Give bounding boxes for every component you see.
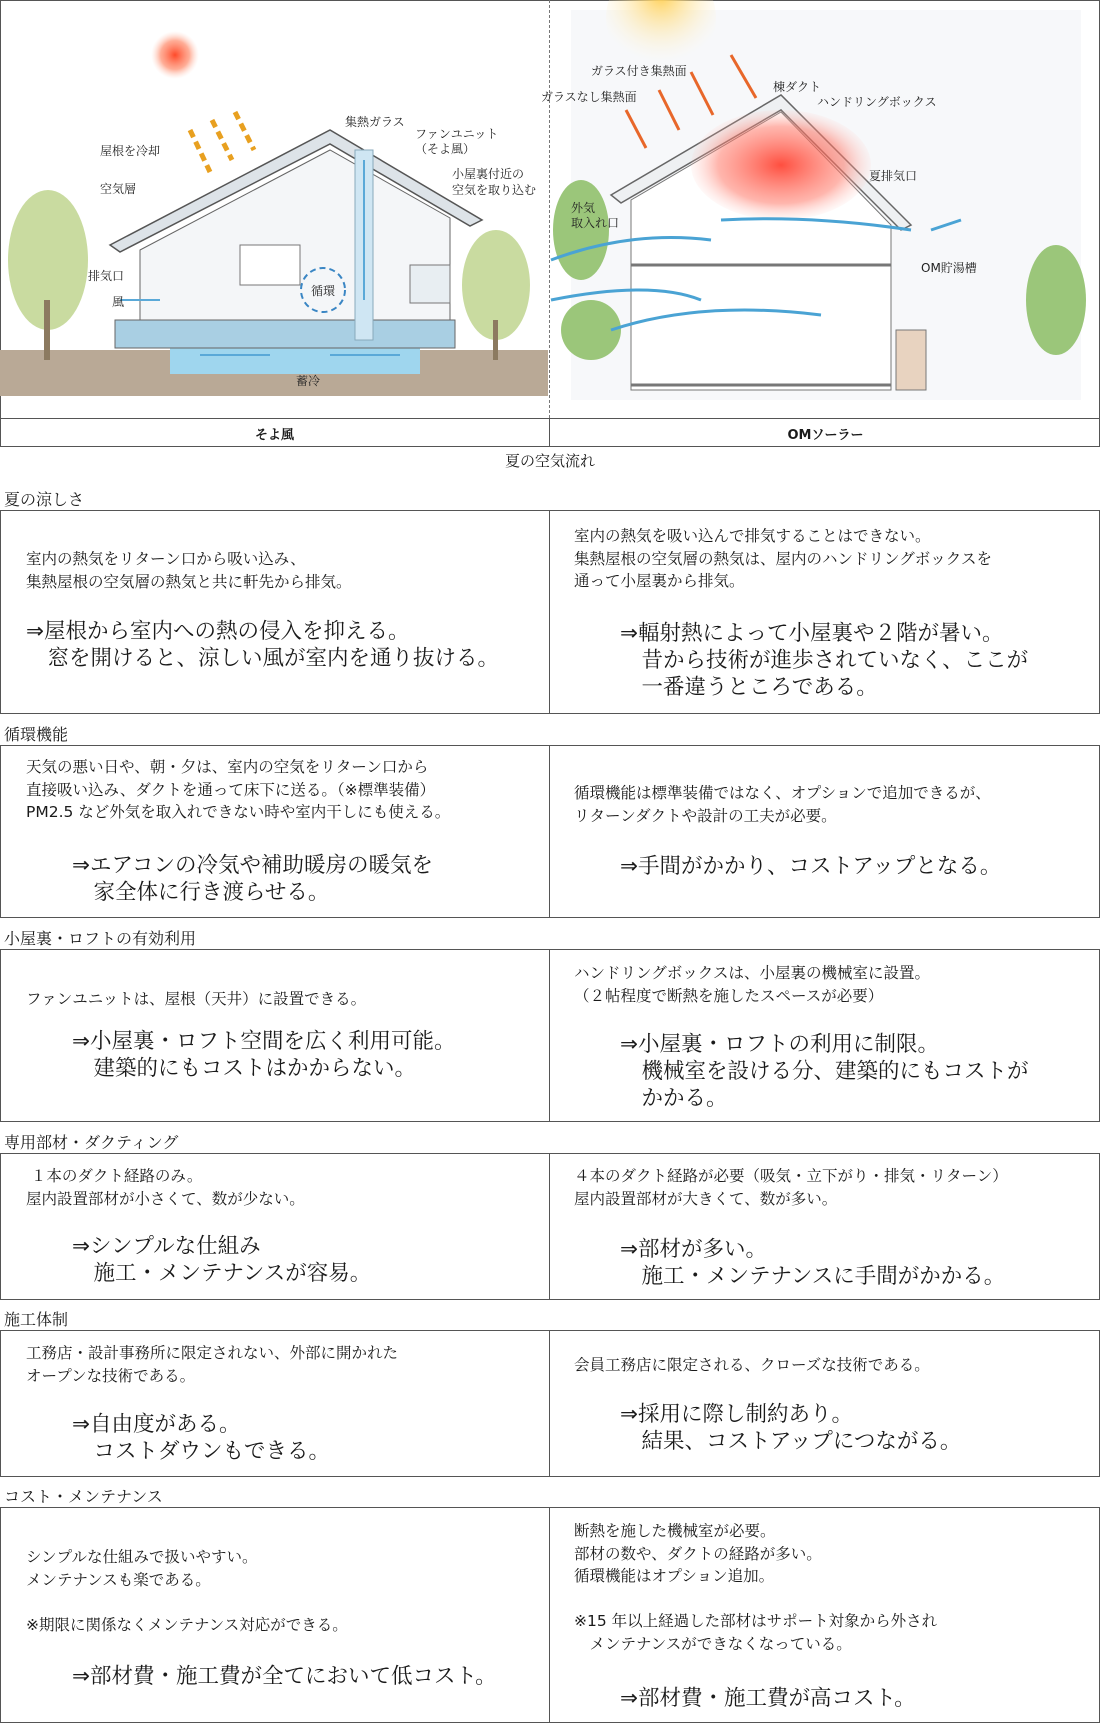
section-divider bbox=[549, 1153, 550, 1300]
label-attic-intake: 小屋裏付近の bbox=[452, 167, 525, 181]
label-outside-intake: 外気 bbox=[571, 201, 596, 215]
floor-deck bbox=[115, 320, 455, 348]
soyokaze-note: シンプルな仕組みで扱いやすい。 メンテナンスも楽である。 ※期限に関係なくメンテナンス対応ができる。 bbox=[26, 1548, 348, 1634]
section-divider bbox=[549, 949, 550, 1122]
soyokaze-note: 工務店・設計事務所に限定されない、外部に開かれた オープンな技術である。 bbox=[26, 1344, 399, 1385]
om-solar-conclusion: ⇒採用に際し制約あり。 結果、コストアップにつながる。 bbox=[620, 1402, 962, 1454]
diagram-title: 夏の空気流れ bbox=[504, 452, 595, 470]
label-ridge-duct: 棟ダクト bbox=[773, 80, 822, 94]
label-air-layer: 空気層 bbox=[100, 182, 137, 196]
diagram-divider bbox=[549, 0, 550, 418]
section-divider bbox=[549, 745, 550, 918]
section-divider bbox=[549, 1507, 550, 1723]
tree-right bbox=[1026, 245, 1086, 355]
om-solar-note: 循環機能は標準装備ではなく、オプションで追加できるが、 リターンダクトや設計の工夫が必要。 bbox=[574, 784, 991, 825]
label-no-glass-collector: ガラスなし集熱面 bbox=[541, 90, 637, 104]
soyokaze-note: 室内の熱気をリターン口から吸い込み、 集熱屋根の空気層の熱気と共に軒先から排気。 bbox=[26, 550, 352, 591]
label-om-tank: OM貯湯槽 bbox=[921, 261, 977, 275]
label-outside-intake-2: 取入れ口 bbox=[571, 216, 620, 230]
om-solar-note: 会員工務店に限定される、クローズな技術である。 bbox=[574, 1356, 930, 1374]
soyokaze-note: １本のダクト経路のみ。 屋内設置部材が小さくて、数が少ない。 bbox=[26, 1167, 305, 1208]
label-collect-glass: 集熱ガラス bbox=[345, 115, 405, 129]
underfloor-cool-layer bbox=[170, 348, 420, 374]
soyokaze-conclusion: ⇒エアコンの冷気や補助暖房の暖気を 家全体に行き渡らせる。 bbox=[72, 853, 433, 905]
om-solar-note: 断熱を施した機械室が必要。 部材の数や、ダクトの経路が多い。 循環機能はオプション追加。 ※15 年以上経過した部材はサポート対象から外され メンテナンスができなくなっている。 bbox=[574, 1522, 938, 1653]
label-exhaust: 排気口 bbox=[88, 269, 125, 283]
om-solar-conclusion: ⇒小屋裏・ロフトの利用に制限。 機械室を設ける分、建築的にもコストが かかる。 bbox=[620, 1032, 1029, 1111]
soyokaze-illustration bbox=[0, 0, 548, 418]
om-solar-note: ４本のダクト経路が必要（吸気・立下がり・排気・リターン） 屋内設置部材が大きくて、数が多い。 bbox=[574, 1167, 1008, 1208]
om-solar-conclusion: ⇒輻射熱によって小屋裏や２階が暑い。 昔から技術が進歩されていなく、ここが 一番違うところである。 bbox=[620, 621, 1029, 700]
label-summer-exhaust: 夏排気口 bbox=[869, 169, 918, 183]
label-attic-intake-2: 空気を取り込む bbox=[452, 183, 537, 197]
label-wind: 風 bbox=[112, 295, 125, 309]
soyokaze-conclusion: ⇒小屋裏・ロフト空間を広く利用可能。 建築的にもコストはかからない。 bbox=[72, 1029, 456, 1081]
label-fan-unit-2: （そよ風） bbox=[415, 142, 476, 156]
tree-left bbox=[553, 180, 609, 280]
section-heading-construction: 施工体制 bbox=[4, 1310, 69, 1329]
soyokaze-conclusion: ⇒部材費・施工費が全てにおいて低コスト。 bbox=[72, 1664, 497, 1689]
soyokaze-conclusion: ⇒シンプルな仕組み 施工・メンテナンスが容易。 bbox=[72, 1234, 372, 1286]
section-divider bbox=[549, 510, 550, 714]
om-solar-conclusion: ⇒手間がかかり、コストアップとなる。 bbox=[620, 854, 1002, 879]
om-solar-conclusion: ⇒部材が多い。 施工・メンテナンスに手間がかかる。 bbox=[620, 1237, 1006, 1289]
soyokaze-conclusion: ⇒自由度がある。 コストダウンもできる。 bbox=[72, 1412, 331, 1464]
section-heading-summer-cooling: 夏の涼しさ bbox=[4, 490, 85, 509]
section-heading-attic-loft: 小屋裏・ロフトの有効利用 bbox=[4, 929, 197, 948]
label-storage-cool: 蓄冷 bbox=[296, 374, 321, 388]
attic-heat-zone bbox=[691, 110, 871, 220]
om-solar-illustration bbox=[541, 0, 1099, 418]
soyokaze-note: 天気の悪い日や、朝・夕は、室内の空気をリターン口から 直接吸い込み、ダクトを通って床下に送る。（※標準装備） PM2.5 など外気を取入れできない時や室内干しにも使える。 bbox=[26, 758, 451, 821]
om-solar-note: ハンドリングボックスは、小屋裏の機械室に設置。 （２帖程度で断熱を施したスペースが必要） bbox=[574, 964, 931, 1005]
sun-ray-arrows bbox=[190, 112, 254, 172]
label-glass-collector: ガラス付き集熱面 bbox=[591, 64, 687, 78]
sun-icon bbox=[151, 31, 199, 79]
caption-om-solar: OMソーラー bbox=[787, 428, 864, 443]
label-handling-box: ハンドリングボックス bbox=[817, 95, 937, 109]
label-roof-cool: 屋根を冷却 bbox=[100, 144, 161, 158]
section-heading-ducting: 専用部材・ダクティング bbox=[4, 1133, 179, 1152]
section-heading-circulation: 循環機能 bbox=[4, 725, 69, 744]
om-solar-conclusion: ⇒部材費・施工費が高コスト。 bbox=[620, 1686, 916, 1711]
label-fan-unit: ファンユニット bbox=[415, 127, 499, 141]
om-tank-icon bbox=[896, 330, 926, 390]
soyokaze-note: ファンユニットは、屋根（天井）に設置できる。 bbox=[26, 990, 367, 1008]
caption-soyokaze: そよ風 bbox=[254, 428, 294, 443]
soyokaze-conclusion: ⇒屋根から室内への熱の侵入を抑える。 窓を開けると、涼しい風が室内を通り抜ける。 bbox=[26, 619, 500, 671]
section-divider bbox=[549, 1330, 550, 1477]
caption-divider bbox=[549, 418, 550, 447]
caption-rule bbox=[0, 418, 1100, 419]
om-solar-note: 室内の熱気を吸い込んで排気することはできない。 集熱屋根の空気層の熱気は、屋内のハンドリングボックスを 通って小屋裏から排気。 bbox=[574, 527, 993, 590]
section-heading-cost-maintenance: コスト・メンテナンス bbox=[4, 1487, 163, 1506]
label-circulation: 循環 bbox=[311, 284, 336, 298]
